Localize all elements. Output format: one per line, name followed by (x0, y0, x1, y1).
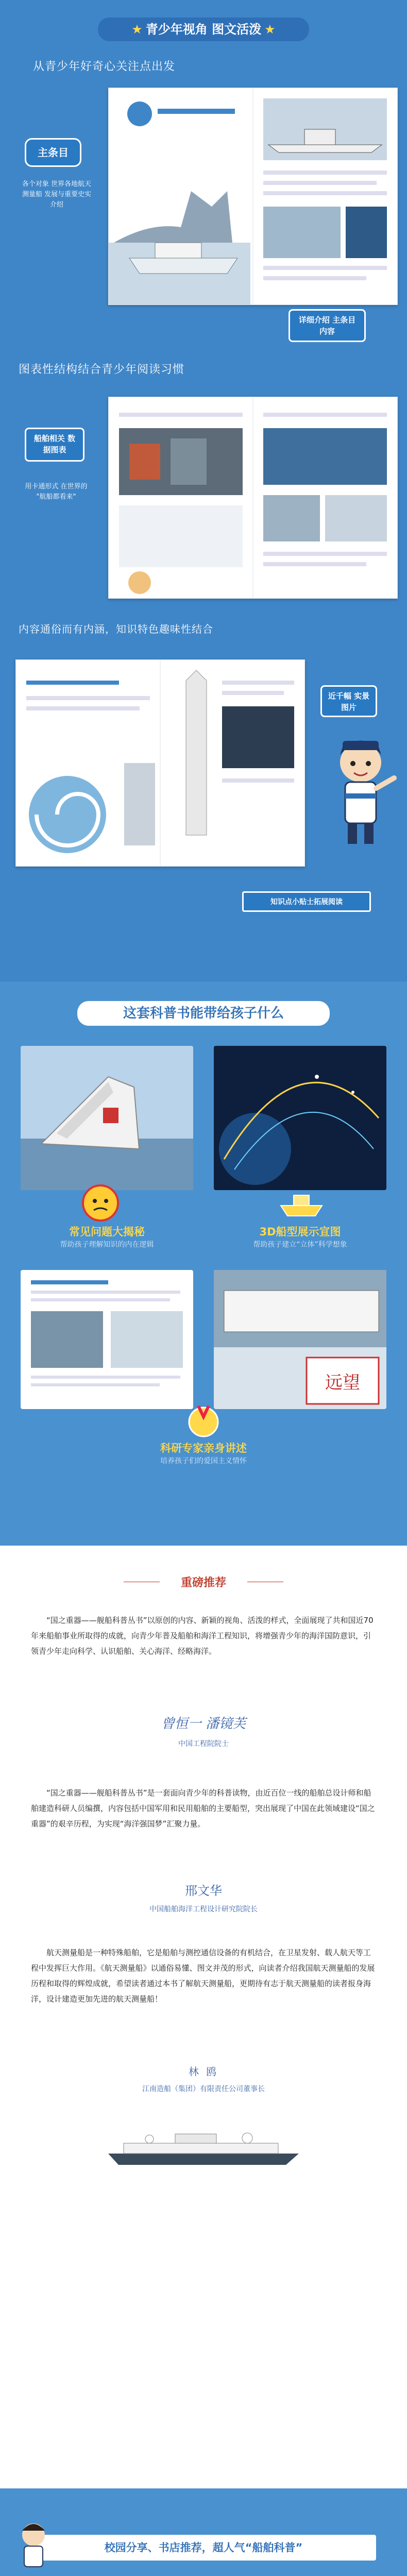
callout-main-entry-text: 主条目 (38, 146, 69, 159)
section2-title (77, 1001, 330, 1026)
callout-structure-desc-text: 用卡通形式 在世界的 "航船都看来" (25, 483, 88, 501)
signature-2-title: 中国船舶海洋工程设计研究院院长 (149, 1905, 258, 1913)
svg-text:远望: 远望 (325, 1372, 360, 1393)
benefit-3 (0, 1440, 407, 1466)
benefit-image-1 (21, 1046, 193, 1190)
recommend-para-2: “国之重器——舰船科普丛书”是一套面向青少年的科普读物，由近百位一线的船舶总设计师和船舶建造科研人员编撰，内容包括中国军用和民用船舶的主要船型，突出展现了中国在此领域建设“国之重器”的艰辛历程，为实现“海洋强国梦”汇聚力量。 (31, 1788, 375, 1828)
caption-structure: 图表性结构结合青少年阅读习惯 (19, 363, 185, 376)
signature-3 (0, 2063, 407, 2094)
benefit-3-subtitle: 培养孩子们的爱国主义情怀 (160, 1457, 247, 1465)
benefits-section (0, 981, 407, 1546)
signature-1-name: 曾恒一 潘镜芙 (161, 1716, 246, 1732)
section-title-text: 青少年视角 图文活泼 (145, 22, 262, 37)
book-spread-1 (108, 88, 398, 305)
intro-section (0, 0, 407, 981)
callout-pictures-text: 近千幅 实景图片 (328, 691, 370, 712)
benefit-image-3-art (21, 1270, 193, 1409)
section4-title (31, 2535, 376, 2561)
section4-title-text: 校园分享、书店推荐，超人气“船舶科普” (104, 2541, 303, 2554)
callout-main-entry (25, 138, 81, 167)
book-spread-3 (15, 659, 305, 867)
book-spread-3-art (16, 660, 304, 866)
caption-curiosity: 从青少年好奇心关注点出发 (33, 60, 176, 73)
benefit-image-1-art (21, 1046, 193, 1190)
recommend-title: 重磅推荐 (180, 1577, 226, 1589)
book-spread-2-art (109, 397, 397, 598)
callout-structure-text: 船舶相关 数据图表 (33, 434, 76, 454)
ship-3d-icon (278, 1185, 325, 1221)
callout-detail-text: 详细介绍 主条目内容 (298, 315, 356, 336)
benefit-image-4 (214, 1270, 386, 1409)
signature-2 (0, 1880, 407, 1914)
medal-icon (180, 1399, 227, 1440)
callout-structure (25, 428, 84, 462)
benefit-2-subtitle: 帮助孩子建立“立体”科学想象 (253, 1241, 347, 1249)
benefit-2-title: 3D船型展示宣图 (259, 1226, 341, 1238)
benefit-1 (21, 1224, 193, 1249)
section-title-style: ★ 青少年视角 图文活泼 ★ (98, 18, 309, 41)
book-spread-2 (108, 397, 398, 599)
benefit-1-subtitle: 帮助孩子理解知识的内在逻辑 (60, 1241, 154, 1249)
signature-1-title: 中国工程院院士 (178, 1740, 229, 1748)
signature-2-name: 邢文华 (185, 1884, 222, 1898)
benefit-2 (214, 1224, 386, 1249)
callout-knowledge-text: 知识点小贴士拓展阅读 (270, 898, 343, 906)
signature-3-name: 林 鸥 (188, 2065, 219, 2078)
ship-illustration (103, 2128, 304, 2169)
callout-main-entry-desc (21, 179, 93, 210)
benefit-image-4-art (214, 1270, 386, 1409)
benefit-image-2-art (214, 1046, 386, 1190)
benefit-3-title: 科研专家亲身讲述 (160, 1442, 247, 1454)
recommendation-section (0, 1546, 407, 2488)
caption-content: 内容通俗而有内涵，知识特色趣味性结合 (19, 623, 213, 635)
callout-pictures (320, 685, 377, 717)
benefit-1-title: 常见问题大揭秘 (69, 1226, 145, 1238)
benefit-image-2 (214, 1046, 386, 1190)
kid-mascot-illustration (13, 2519, 54, 2571)
callout-knowledge (242, 891, 371, 912)
question-emoji-icon (77, 1182, 124, 1224)
book-spread-1-art (109, 88, 397, 304)
callout-structure-desc (23, 482, 90, 502)
signature-1 (0, 1713, 407, 1749)
recommend-para-3: 航天测量船是一种特殊船舶，它是船舶与测控通信设备的有机结合，在卫星发射、载人航天等工程中发挥巨大作用。《航天测量船》以通俗易懂、图文并茂的形式，向读者介绍我国航天测量船的发展历程和取得的辉煌成就，希望读者通过本书了解航天测量船，更期待有志于航天测量船的读者报身海洋，设计建造更加先进的航天测量船！ (31, 1948, 375, 2004)
callout-detail (289, 309, 366, 342)
promotion-section (0, 2488, 407, 2576)
recommend-para-1: “国之重器——舰船科普丛书”以原创的内容、新颖的视角、活泼的样式，全面展现了共和国近70年来船舶事业所取得的成就，向青少年普及船舶和海洋工程知识，将增强青少年的海洋国防意识，引领青少年走向科学、认识船舶、关心海洋、经略海洋。 (31, 1616, 374, 1656)
signature-3-title: 江南造船（集团）有限责任公司董事长 (142, 2085, 265, 2093)
mascot-illustration (322, 732, 399, 850)
section2-title-text: 这套科普书能带给孩子什么 (123, 1006, 284, 1021)
benefit-image-3 (21, 1270, 193, 1409)
callout-main-entry-desc-text: 各个对象 世界各地航天测量船 发展与重要史实介绍 (22, 180, 92, 209)
